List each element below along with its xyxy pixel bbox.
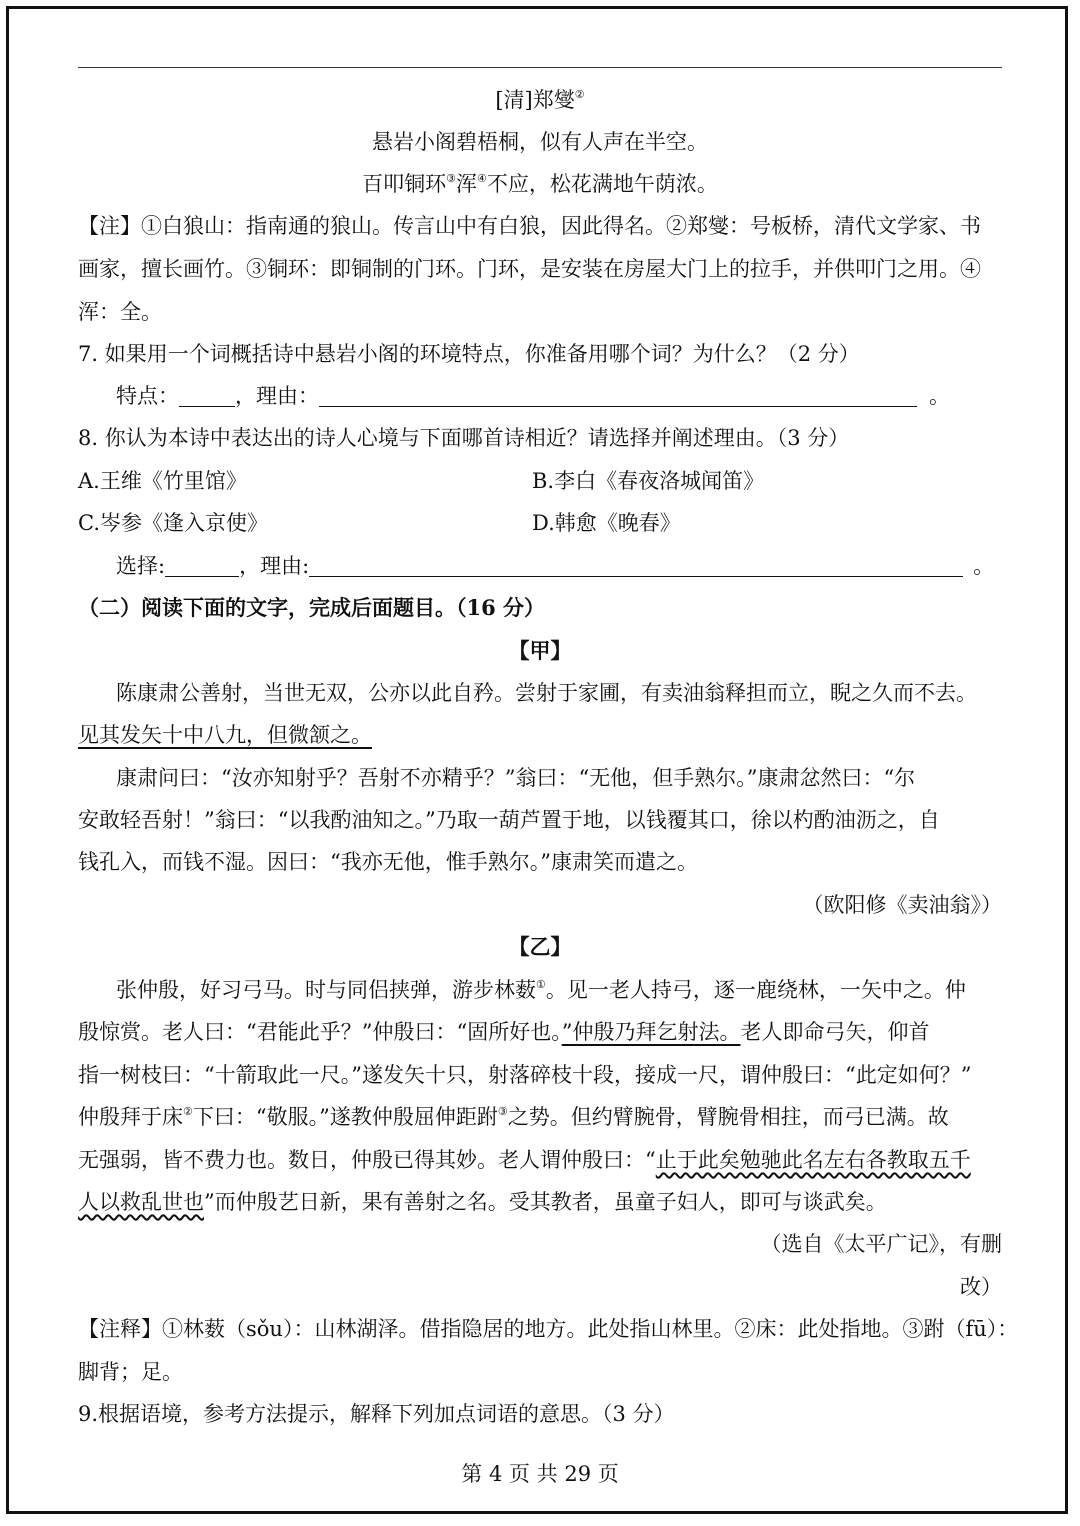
note-line-2: 画家，擅长画竹。③铜环：即铜制的门环。门环，是安装在房屋大门上的拉手，并供叩门之用。④	[78, 257, 981, 281]
question-9: 9.根据语境，参考方法提示，解释下列加点词语的意思。（3 分）	[78, 1402, 675, 1426]
jia-line-3: 康肃问曰：“汝亦知射乎？吾射不亦精乎？”翁曰：“无他，但手熟尔。”康肃忿然曰：“尔	[116, 766, 916, 790]
jia-line-2: 见其发矢十中八九，但微颔之。	[78, 723, 372, 747]
yi-source-2: 改）	[960, 1275, 1002, 1299]
section-2-heading: （二）阅读下面的文字，完成后面题目。（16 分）	[78, 595, 546, 620]
poem-line-1: 悬岩小阁碧梧桐，似有人声在半空。	[372, 130, 708, 154]
question-7-answer: 特点： ，理由： 。	[116, 384, 950, 408]
poem-line-2: 百叩铜环③浑④不应，松花满地午荫浓。	[362, 172, 718, 196]
answer-blank-feature[interactable]	[179, 384, 235, 407]
note2-line-2: 脚背；足。	[78, 1360, 183, 1384]
header-rule	[78, 67, 1002, 68]
poem-author: [清]郑燮②	[495, 88, 585, 112]
jia-line-5: 钱孔入，而钱不湿。因曰：“我亦无他，惟手熟尔。”康肃笑而遣之。	[78, 850, 698, 874]
option-c: C.岑参《逢入京使》	[78, 511, 268, 535]
answer-blank-choice[interactable]	[165, 554, 239, 577]
answer-blank-reason[interactable]	[319, 384, 917, 407]
yi-source-1: （选自《太平广记》，有删	[760, 1232, 1002, 1256]
option-b: B.李白《春夜洛城闻笛》	[532, 469, 765, 493]
yi-line-5: 无强弱，皆不费力也。数日，仲殷已得其妙。老人谓仲殷曰：“止于此矣勉驰此名左右各教取五千	[78, 1148, 971, 1172]
passage-jia-title: 【甲】	[508, 638, 572, 663]
note2-line-1: 【注释】①林薮（sǒu）：山林湖泽。借指隐居的地方。此处指山林里。②床：此处指地。③跗（fū）：	[78, 1317, 1019, 1341]
jia-source: （欧阳修《卖油翁》）	[802, 893, 1002, 917]
answer-blank-reason-8[interactable]	[309, 554, 963, 577]
option-d: D.韩愈《晚春》	[532, 511, 681, 535]
question-8-answer: 选择: ，理由: 。	[116, 554, 995, 578]
jia-line-1: 陈康肃公善射，当世无双，公亦以此自矜。尝射于家圃，有卖油翁释担而立，睨之久而不去。	[116, 681, 977, 705]
yi-line-4: 仲殷拜于床②下曰：“敬服。”遂教仲殷屈伸距跗③之势。但约臂腕骨，臂腕骨相拄，而弓已满。故	[78, 1105, 949, 1129]
page-number: 第 4 页 共 29 页	[461, 1462, 619, 1486]
option-a: A.王维《竹里馆》	[78, 469, 247, 493]
yi-line-3: 指一树枝曰：“十箭取此一尺。”遂发矢十只，射落碎枝十段，接成一尺，谓仲殷曰：“此定如何？”	[78, 1063, 972, 1087]
note-line-3: 浑：全。	[78, 300, 162, 324]
yi-line-1: 张仲殷，好习弓马。时与同侣挟弹，游步林薮①。见一老人持弓，逐一鹿绕林，一矢中之。仲	[116, 978, 966, 1002]
question-8: 8. 你认为本诗中表达出的诗人心境与下面哪首诗相近？请选择并阐述理由。（3 分）	[78, 426, 850, 450]
yi-line-2: 殷惊赏。老人曰：“君能此乎？”仲殷曰：“固所好也。”仲殷乃拜乞射法。老人即命弓矢，仰首	[78, 1020, 930, 1044]
passage-yi-title: 【乙】	[508, 934, 572, 959]
yi-line-6: 人以救乱世也”而仲殷艺日新，果有善射之名。受其教者，虽童子妇人，即可与谈武矣。	[78, 1190, 887, 1214]
question-7: 7. 如果用一个词概括诗中悬岩小阁的环境特点，你准备用哪个词？为什么？（2 分）	[78, 342, 860, 366]
note-line-1: 【注】①白狼山：指南通的狼山。传言山中有白狼，因此得名。②郑燮：号板桥，清代文学家、书	[78, 214, 981, 238]
jia-line-4: 安敢轻吾射！”翁曰：“以我酌油知之。”乃取一葫芦置于地，以钱覆其口，徐以杓酌油沥之，自	[78, 808, 940, 832]
